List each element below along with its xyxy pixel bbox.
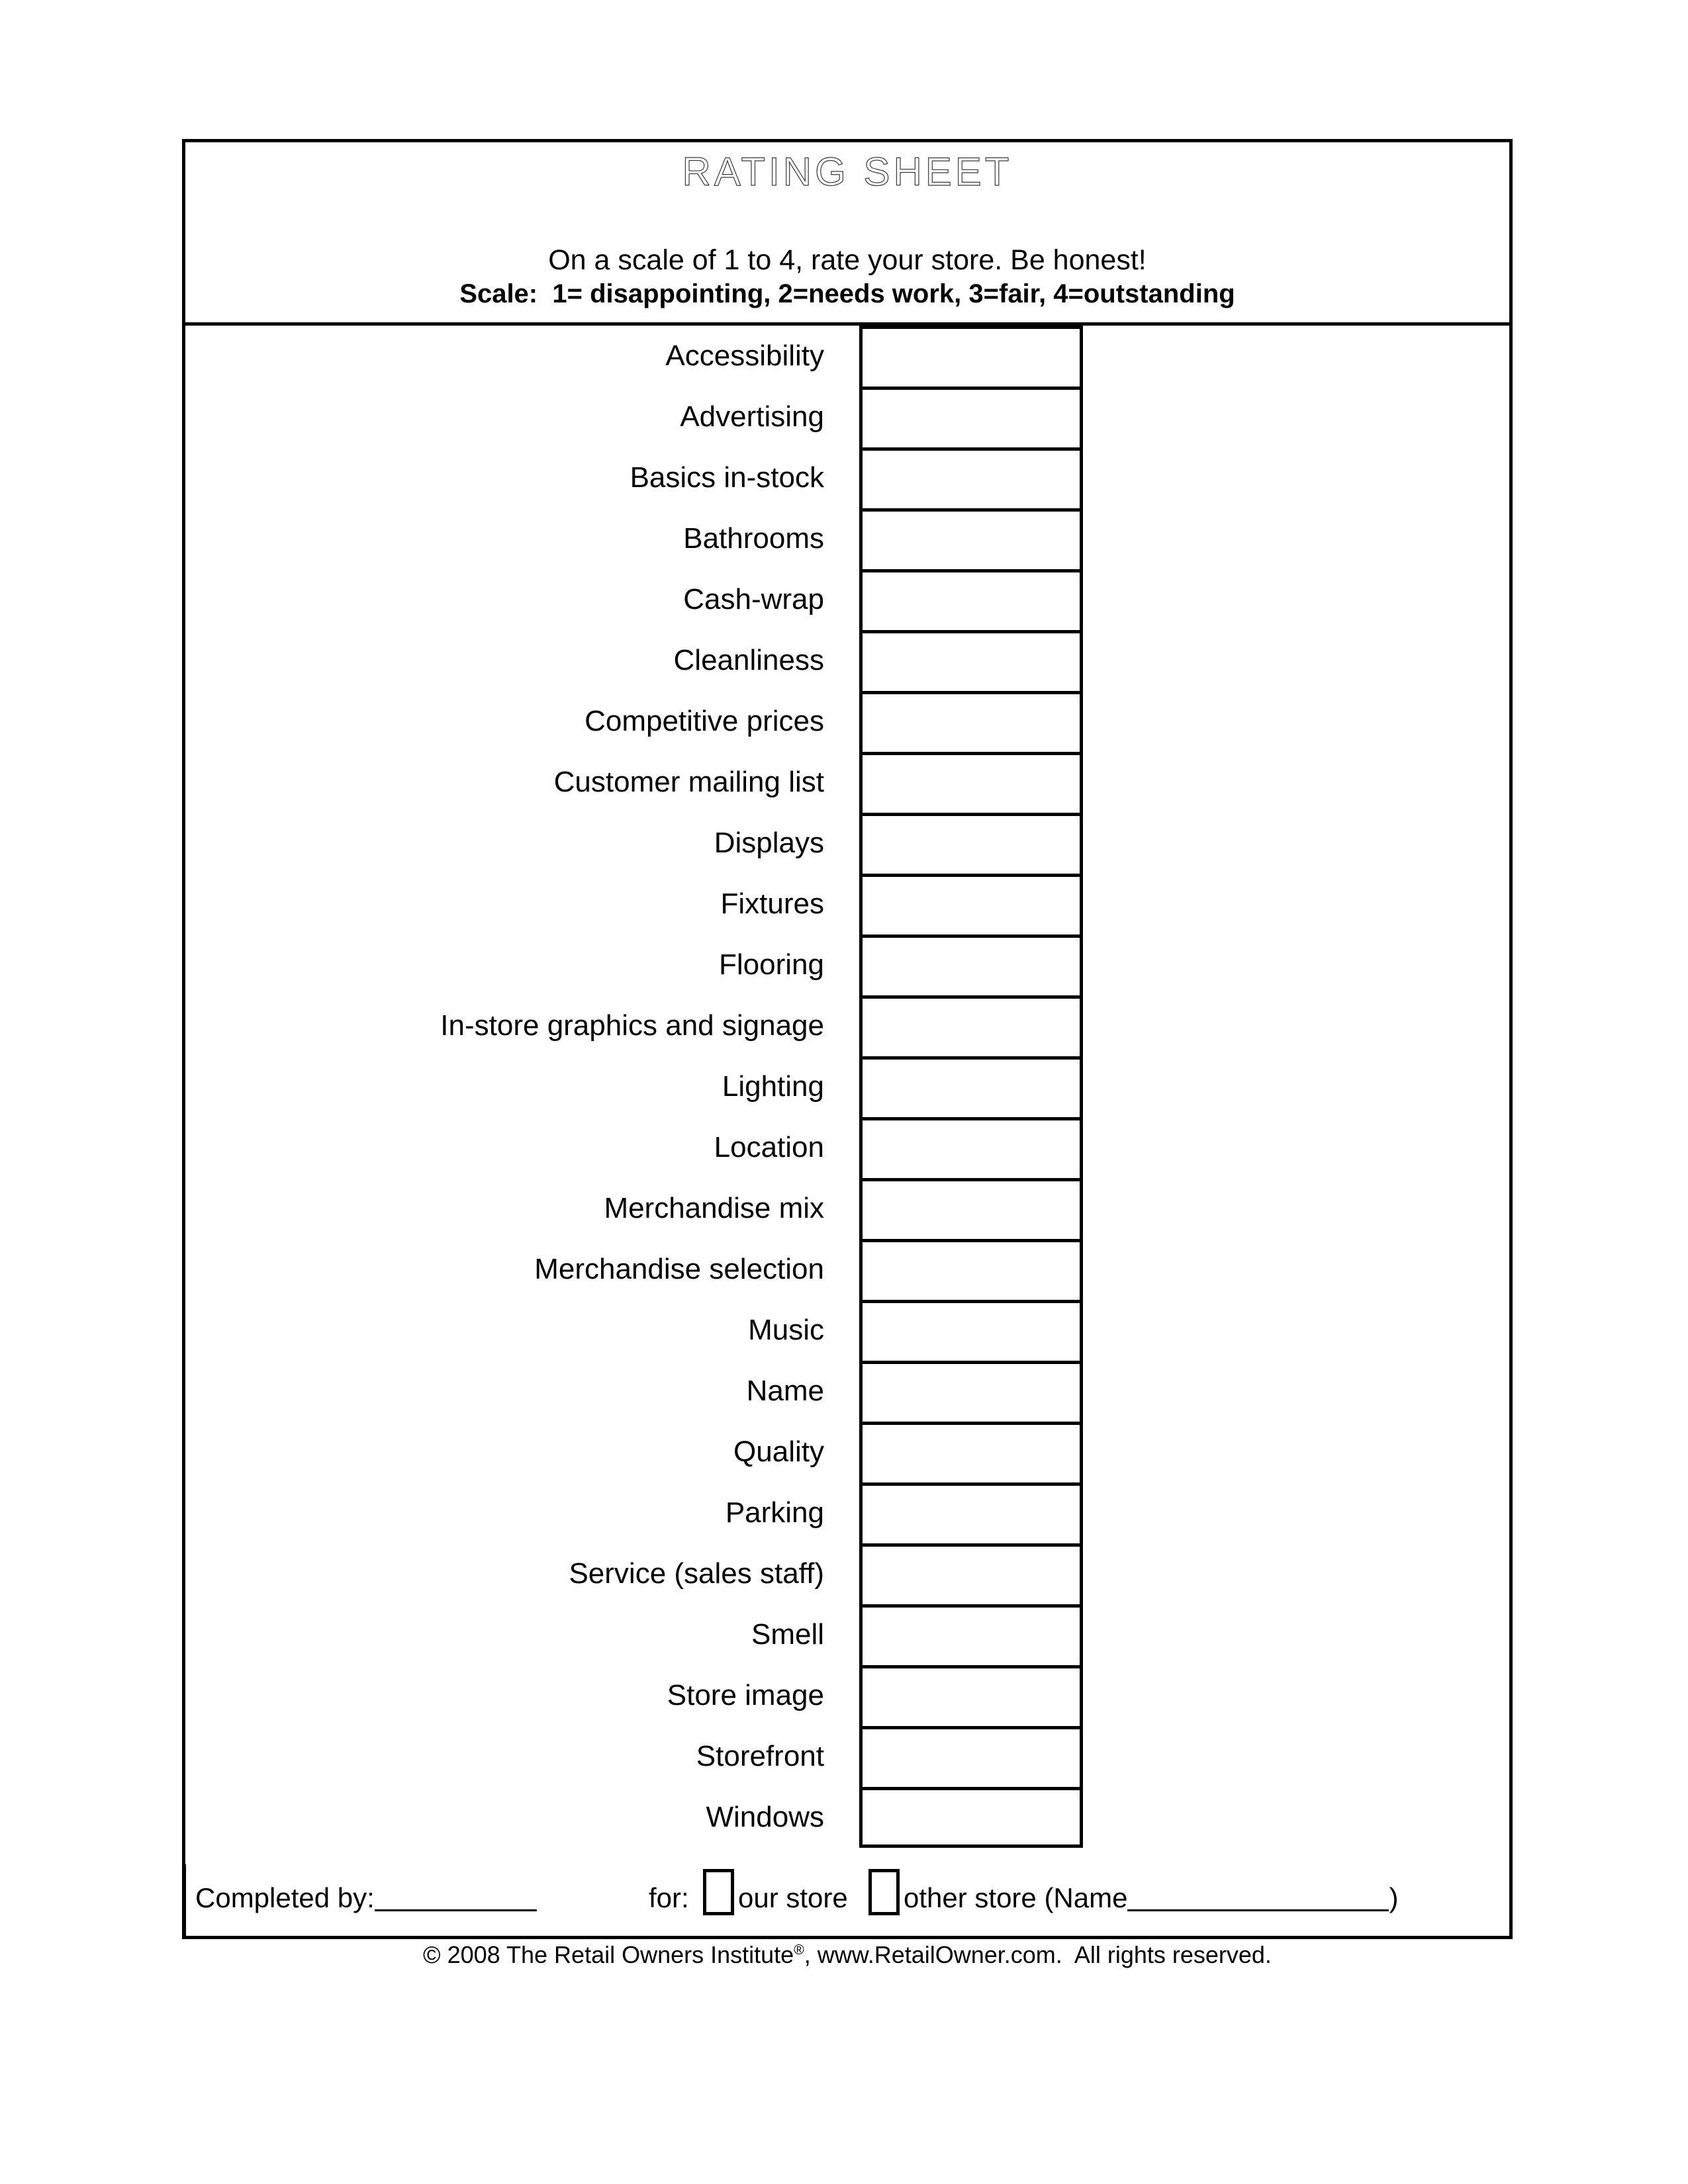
for-label: for: — [649, 1882, 689, 1913]
rating-row-label: Accessibility — [665, 339, 824, 372]
rating-row-label: Name — [746, 1374, 824, 1407]
rating-row-label: Lighting — [722, 1069, 824, 1103]
rating-row — [185, 934, 1509, 995]
other-store-label: other store (Name — [904, 1882, 1128, 1913]
rating-score-box[interactable] — [859, 1300, 1083, 1361]
rating-row-label: Parking — [725, 1496, 824, 1529]
completed-by-input[interactable] — [375, 1909, 537, 1911]
rating-row — [185, 1361, 1509, 1422]
rating-row-label: In-store graphics and signage — [440, 1009, 824, 1042]
rating-score-box[interactable] — [859, 1787, 1083, 1848]
other-store-close-paren: ) — [1389, 1882, 1399, 1913]
rating-row-label: Advertising — [680, 400, 824, 433]
page-title: RATING SHEET — [682, 150, 1013, 194]
rating-rows-list — [185, 326, 1509, 1848]
rating-row — [185, 1422, 1509, 1482]
rating-row-label: Store image — [667, 1678, 824, 1711]
rating-score-box[interactable] — [859, 447, 1083, 508]
rating-row-label: Windows — [706, 1800, 824, 1833]
rating-score-box[interactable] — [859, 1117, 1083, 1178]
rating-row-label: Bathrooms — [683, 522, 824, 555]
rating-row-label: Customer mailing list — [553, 765, 824, 798]
completed-by-group — [195, 1884, 537, 1912]
rating-score-box[interactable] — [859, 874, 1083, 934]
instruction-text: On a scale of 1 to 4, rate your store. Be honest! — [548, 244, 1147, 276]
footer-left-rule — [184, 1864, 186, 1936]
rating-row — [185, 1787, 1509, 1848]
rating-row-label: Competitive prices — [585, 704, 824, 737]
rating-score-box[interactable] — [859, 691, 1083, 752]
rating-row — [185, 995, 1509, 1056]
rating-score-box[interactable] — [859, 1422, 1083, 1482]
rating-score-box[interactable] — [859, 934, 1083, 995]
completed-by-label: Completed by: — [195, 1882, 375, 1913]
rating-row — [185, 1300, 1509, 1361]
copyright-notice — [182, 1942, 1513, 1968]
rating-row-label: Location — [714, 1130, 824, 1163]
other-store-checkbox[interactable] — [868, 1869, 900, 1915]
rating-score-box[interactable] — [859, 630, 1083, 691]
rating-row — [185, 1117, 1509, 1178]
scale-legend-text: Scale: 1= disappointing, 2=needs work, 3=fair, 4=outstanding — [459, 279, 1235, 308]
copyright-prefix: © 2008 The Retail Owners Institute — [423, 1941, 794, 1968]
our-store-label: our store — [738, 1882, 848, 1913]
rating-row — [185, 326, 1509, 387]
rating-score-box[interactable] — [859, 387, 1083, 447]
header-block — [185, 142, 1509, 326]
rating-row-label: Flooring — [719, 948, 824, 981]
rating-row-label: Displays — [714, 826, 824, 859]
rating-score-box[interactable] — [859, 995, 1083, 1056]
rating-score-box[interactable] — [859, 1604, 1083, 1665]
rating-row — [185, 387, 1509, 447]
rating-row — [185, 1726, 1509, 1787]
registered-trademark-icon: ® — [794, 1942, 804, 1958]
rating-row-label: Smell — [751, 1617, 824, 1651]
rating-row — [185, 1482, 1509, 1543]
rating-row — [185, 813, 1509, 874]
rating-row-label: Service (sales staff) — [569, 1557, 824, 1590]
rating-row-label: Merchandise selection — [534, 1252, 824, 1285]
rating-score-box[interactable] — [859, 813, 1083, 874]
rating-row — [185, 1543, 1509, 1604]
rating-row — [185, 1665, 1509, 1726]
rating-row — [185, 1178, 1509, 1239]
rating-row — [185, 874, 1509, 934]
our-store-checkbox[interactable] — [703, 1869, 734, 1915]
form-frame — [182, 139, 1513, 1939]
copyright-suffix: , www.RetailOwner.com. All rights reserved. — [804, 1941, 1272, 1968]
rating-score-box[interactable] — [859, 1056, 1083, 1117]
rating-score-box[interactable] — [859, 1665, 1083, 1726]
rating-score-box[interactable] — [859, 1482, 1083, 1543]
rating-row — [185, 630, 1509, 691]
rating-row — [185, 691, 1509, 752]
other-store-group — [904, 1884, 1398, 1912]
rating-row — [185, 1604, 1509, 1665]
rating-row-label: Music — [748, 1313, 824, 1346]
rating-row-label: Storefront — [696, 1739, 824, 1772]
rating-row-label: Merchandise mix — [604, 1191, 824, 1224]
completed-by-row — [185, 1864, 1509, 1936]
rating-score-box[interactable] — [859, 1178, 1083, 1239]
rating-score-box[interactable] — [859, 508, 1083, 569]
rating-score-box[interactable] — [859, 752, 1083, 813]
rating-row — [185, 447, 1509, 508]
rating-row — [185, 569, 1509, 630]
rating-score-box[interactable] — [859, 326, 1083, 387]
rating-row — [185, 1056, 1509, 1117]
rating-row-label: Basics in-stock — [630, 461, 824, 494]
rating-score-box[interactable] — [859, 1239, 1083, 1300]
other-store-name-input[interactable] — [1127, 1909, 1389, 1911]
rating-row-label: Quality — [733, 1435, 824, 1468]
rating-score-box[interactable] — [859, 1543, 1083, 1604]
rating-score-box[interactable] — [859, 1361, 1083, 1422]
rating-score-box[interactable] — [859, 1726, 1083, 1787]
rating-row-label: Cash-wrap — [683, 582, 824, 615]
rating-row-label: Cleanliness — [673, 643, 824, 676]
rating-row — [185, 508, 1509, 569]
rating-row — [185, 1239, 1509, 1300]
rating-row-label: Fixtures — [720, 887, 824, 920]
rating-row — [185, 752, 1509, 813]
rating-score-box[interactable] — [859, 569, 1083, 630]
